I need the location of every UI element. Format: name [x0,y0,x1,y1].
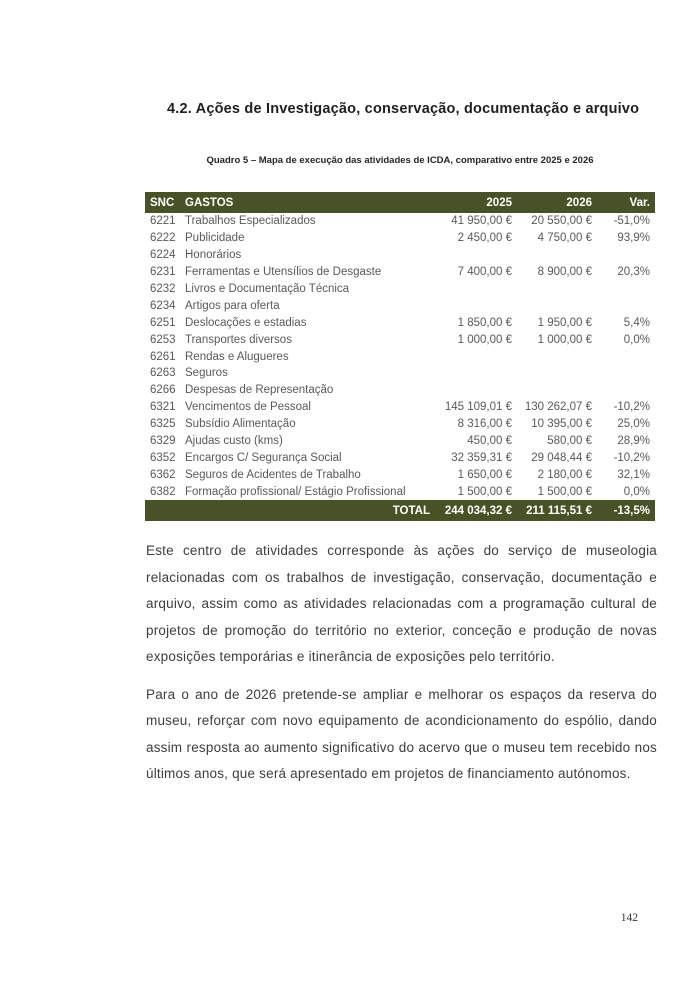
snc-cell: 6224 [150,249,176,262]
table-body [145,213,655,500]
snc-cell: 6382 [150,485,176,498]
snc-cell: 6221 [150,215,176,228]
snc-cell: 6352 [150,451,176,464]
snc-cell: 6266 [150,384,176,397]
table-row [145,264,655,281]
table-row [145,297,655,314]
value-2025-cell [430,281,512,298]
gastos-cell: Encargos C/ Segurança Social [185,451,342,464]
var-cell: 0,0% [623,485,650,498]
value-2025-cell [430,297,512,314]
gastos-cell: Trabalhos Especializados [185,215,316,228]
table-row [145,449,655,466]
var-cell [592,348,655,365]
table-header-row [145,192,655,213]
value-2026-cell: 10 395,00 € [531,418,592,431]
var-cell [592,247,655,264]
column-header-var: Var. [592,192,655,213]
table-total-row [145,500,655,521]
body-text [146,538,657,799]
gastos-cell: Formação profissional/ Estágio Profissional [185,485,406,498]
table-row [145,399,655,416]
gastos-cell: Ajudas custo (kms) [185,435,283,448]
gastos-cell: Artigos para oferta [185,299,280,312]
value-2026-cell [512,348,592,365]
snc-cell: 6231 [150,266,176,279]
snc-cell: 6222 [150,232,176,245]
gastos-cell: Deslocações e estadias [185,316,307,329]
table-row [145,466,655,483]
table-row [145,281,655,298]
var-cell [592,297,655,314]
total-2026-cell: 211 115,51 € [512,500,592,521]
var-cell: 28,9% [617,435,650,448]
gastos-cell: Despesas de Representação [185,384,334,397]
value-2025-cell: 2 450,00 € [457,232,512,245]
value-2026-cell: 29 048,44 € [531,451,592,464]
value-2025-cell: 450,00 € [467,435,512,448]
gastos-cell: Rendas e Alugueres [185,350,289,363]
snc-cell: 6325 [150,418,176,431]
var-cell: 32,1% [617,468,650,481]
value-2026-cell: 1 000,00 € [537,333,592,346]
value-2026-cell: 1 500,00 € [537,485,592,498]
table-row [145,331,655,348]
value-2026-cell: 1 950,00 € [537,316,592,329]
var-cell: 20,3% [617,266,650,279]
value-2025-cell: 1 000,00 € [457,333,512,346]
value-2026-cell [512,382,592,399]
var-cell: 25,0% [617,418,650,431]
value-2026-cell [512,247,592,264]
total-var-cell: -13,5% [592,500,655,521]
budget-table [145,192,655,521]
column-header-snc: SNC [145,192,185,213]
body-paragraph-2: Para o ano de 2026 pretende-se ampliar e melhorar os espaços da reserva do museu, reforçar com novo equipamento de acondicionamento do espólio, dando assim resposta ao aumento significativo do acervo que o museu tem recebido nos últimos anos, que será apresentado em projetos de financiamento autónomos. [146,686,657,781]
table-row [145,314,655,331]
value-2025-cell: 7 400,00 € [457,266,512,279]
gastos-cell: Ferramentas e Utensílios de Desgaste [185,266,382,279]
gastos-cell: Vencimentos de Pessoal [185,401,311,414]
value-2025-cell: 32 359,31 € [451,451,512,464]
value-2026-cell: 8 900,00 € [537,266,592,279]
value-2026-cell [512,281,592,298]
value-2025-cell: 1 850,00 € [457,316,512,329]
value-2026-cell: 130 262,07 € [524,401,592,414]
value-2026-cell: 2 180,00 € [537,468,592,481]
value-2025-cell [430,348,512,365]
snc-cell: 6232 [150,283,176,295]
page-number: 142 [620,912,638,924]
gastos-cell: Subsídio Alimentação [185,418,296,431]
var-cell [592,281,655,298]
table-caption: Quadro 5 – Mapa de execução das atividades de ICDA, comparativo entre 2025 e 2026 [206,155,594,166]
table-row [145,433,655,450]
table-row [145,247,655,264]
gastos-cell: Livros e Documentação Técnica [185,283,350,295]
snc-cell: 6251 [150,316,176,329]
body-paragraph-1: Este centro de atividades corresponde às ações do serviço de museologia relacionadas com os trabalhos de investigação, conservação, documentação e arquivo, assim como as atividades relacionadas com a programação cultural de projetos de promoção do território no exterior, conceção e produção de novas exposições temporárias e itinerância de exposições pelo território. [146,543,657,664]
column-header-2025: 2025 [430,192,512,213]
value-2025-cell: 145 109,01 € [444,401,512,414]
snc-cell: 6253 [150,333,176,346]
value-2025-cell: 1 500,00 € [457,485,512,498]
var-cell [592,382,655,399]
value-2025-cell [430,365,512,382]
gastos-cell: Seguros de Acidentes de Trabalho [185,468,361,481]
value-2026-cell: 20 550,00 € [531,215,592,228]
var-cell: -10,2% [613,451,650,464]
snc-cell: 6263 [150,367,176,380]
value-2026-cell: 580,00 € [547,435,592,448]
value-2025-cell: 41 950,00 € [451,215,512,228]
column-header-2026: 2026 [512,192,592,213]
var-cell: 5,4% [623,316,650,329]
snc-cell: 6261 [150,350,176,363]
var-cell: 0,0% [623,333,650,346]
gastos-cell: Transportes diversos [185,333,292,346]
gastos-cell: Publicidade [185,232,245,245]
gastos-cell: Honorários [185,249,242,262]
snc-cell: 6234 [150,299,176,312]
var-cell: -51,0% [613,215,650,228]
value-2026-cell [512,365,592,382]
table-row [145,365,655,382]
table-row [145,483,655,500]
table-row [145,416,655,433]
value-2025-cell: 8 316,00 € [457,418,512,431]
value-2025-cell [430,382,512,399]
value-2026-cell [512,297,592,314]
table-row [145,348,655,365]
var-cell: -10,2% [613,401,650,414]
section-title: 4.2. Ações de Investigação, conservação, documentação e arquivo [167,101,640,117]
value-2026-cell: 4 750,00 € [537,232,592,245]
table-row [145,213,655,230]
value-2025-cell: 1 650,00 € [457,468,512,481]
table-row [145,230,655,247]
snc-cell: 6321 [150,401,176,414]
gastos-cell: Seguros [185,367,228,380]
snc-cell: 6362 [150,468,176,481]
snc-cell: 6329 [150,435,176,448]
table-row [145,382,655,399]
total-label-cell: TOTAL [145,500,430,521]
var-cell [592,365,655,382]
total-2025-cell: 244 034,32 € [430,500,512,521]
var-cell: 93,9% [617,232,650,245]
value-2025-cell [430,247,512,264]
column-header-gastos: GASTOS [185,192,430,213]
